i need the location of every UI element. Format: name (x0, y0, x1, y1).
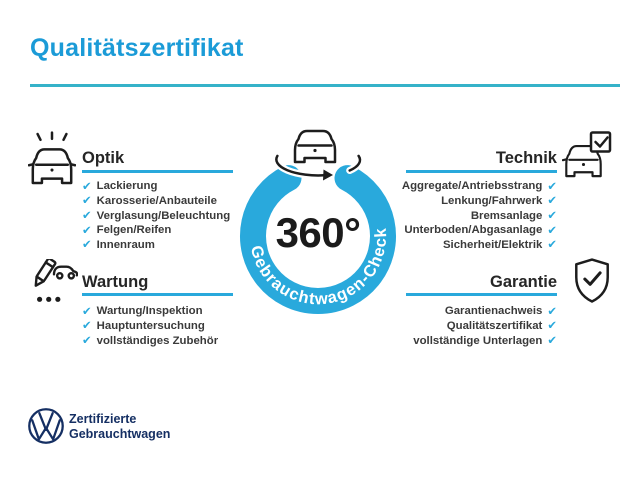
check-icon: ✔ (547, 237, 557, 252)
list-item-label: Garantienachweis (444, 305, 543, 318)
check-icon: ✔ (82, 332, 92, 347)
list-item-label: Felgen/Reifen (96, 224, 172, 237)
section-title-wartung: Wartung (82, 273, 149, 291)
list-item-label: Verglasung/Beleuchtung (96, 209, 231, 222)
list-item-label: vollständige Unterlagen (413, 334, 543, 347)
brand-claim-line2: Gebrauchtwagen (69, 426, 171, 441)
vw-logo (27, 407, 65, 445)
check-icon: ✔ (547, 222, 557, 237)
list-item-label: Innenraum (96, 239, 155, 252)
car-shine-icon (28, 131, 76, 187)
wartung-list (82, 304, 218, 348)
garantie-underline (406, 293, 557, 296)
section-title-technik: Technik (495, 149, 557, 167)
check-icon: ✔ (82, 222, 92, 237)
degrees-label: 360° (275, 209, 361, 256)
ring-label: Gebrauchtwagen-Check (246, 226, 391, 309)
list-item-label: Lackierung (96, 180, 158, 193)
shield-check-icon (572, 257, 612, 305)
list-item-label: vollständiges Zubehör (96, 334, 219, 347)
page-title: Qualitätszertifikat (30, 34, 244, 62)
list-item (82, 333, 218, 348)
list-item (82, 223, 230, 238)
list-item-label: Karosserie/Anbauteile (96, 195, 217, 208)
technik-underline (406, 170, 557, 173)
section-title-optik: Optik (82, 149, 125, 167)
list-item-label: Lenkung/Fahrwerk (441, 195, 543, 208)
list-item-label: Qualitätszertifikat (446, 320, 543, 333)
check-icon: ✔ (82, 237, 92, 252)
check-icon: ✔ (547, 178, 557, 193)
brand-claim (69, 412, 170, 441)
list-item-label: Unterboden/Abgasanlage (404, 224, 543, 237)
optik-underline (82, 170, 233, 173)
check-icon: ✔ (547, 193, 557, 208)
list-item (82, 194, 230, 209)
arrow-head (323, 170, 333, 181)
check-icon: ✔ (82, 193, 92, 208)
check-icon: ✔ (82, 318, 92, 333)
list-item (297, 333, 557, 348)
list-item-label: Sicherheit/Elektrik (442, 239, 543, 252)
list-item (82, 304, 218, 319)
wartung-underline (82, 293, 233, 296)
service-record-icon (30, 259, 78, 307)
optik-list (82, 179, 230, 252)
section-title-garantie: Garantie (490, 273, 557, 291)
list-item-label: Hauptuntersuchung (96, 320, 205, 333)
check-icon: ✔ (547, 303, 557, 318)
brand-claim-line1: Zertifizierte (69, 412, 137, 426)
check-icon: ✔ (547, 318, 557, 333)
car-checkbox-icon (562, 131, 614, 181)
check-icon: ✔ (547, 207, 557, 222)
check-icon: ✔ (547, 332, 557, 347)
list-item-label: Bremsanlage (470, 209, 543, 222)
check-icon: ✔ (82, 178, 92, 193)
rotating-car-icon (272, 124, 364, 187)
title-divider (30, 84, 620, 87)
check-icon: ✔ (82, 207, 92, 222)
list-item-label: Aggregate/Antriebsstrang (401, 180, 543, 193)
list-item (82, 179, 230, 194)
check-icon: ✔ (82, 303, 92, 318)
list-item-label: Wartung/Inspektion (96, 305, 203, 318)
list-item (82, 238, 230, 253)
list-item (82, 319, 218, 334)
list-item (82, 208, 230, 223)
